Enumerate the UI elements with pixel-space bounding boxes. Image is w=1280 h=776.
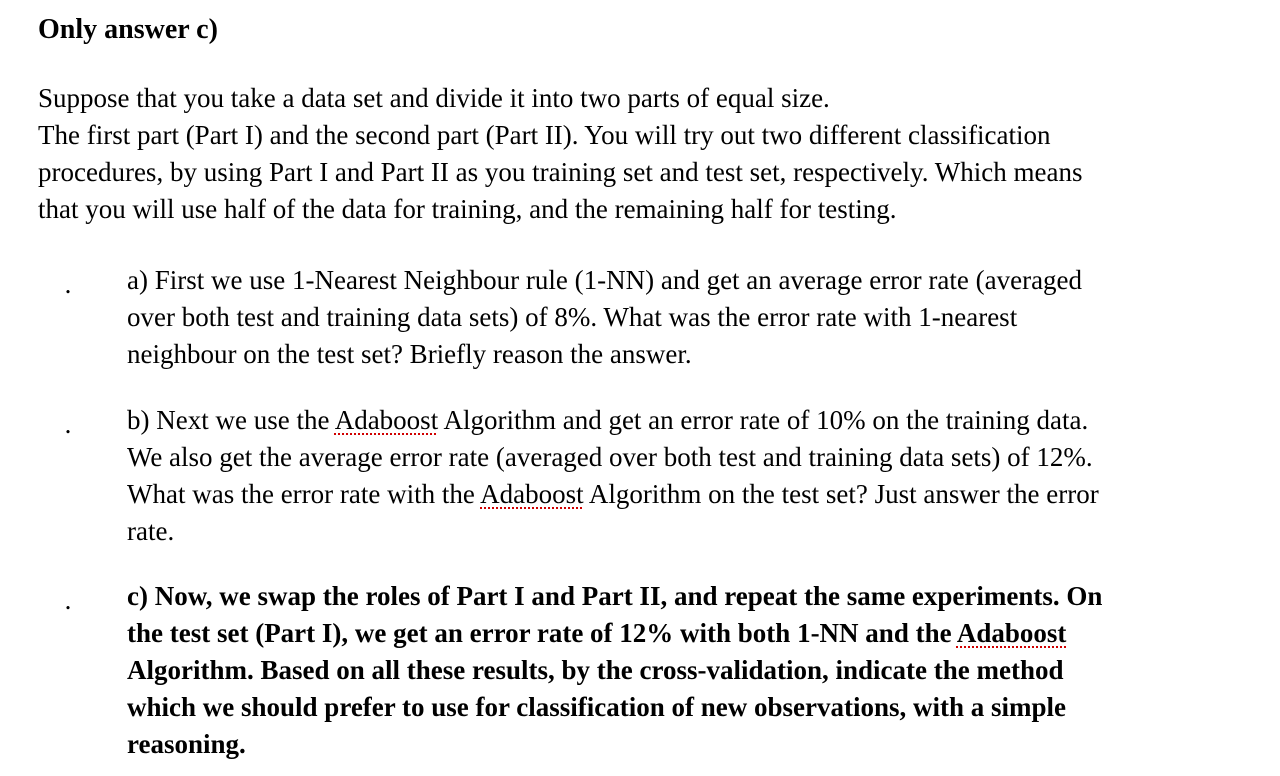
sub-question-b-text-segment: Algorithm and get an error rate of 10% on the training data. — [438, 405, 1089, 435]
intro-paragraph — [38, 80, 1248, 228]
intro-line: Suppose that you take a data set and divide it into two parts of equal size. — [38, 83, 830, 113]
sub-question-b-line: rate. — [127, 516, 175, 546]
spellcheck-word[interactable]: Adaboost — [334, 405, 439, 435]
bullet-marker: . — [64, 585, 72, 615]
question-heading: Only answer c) — [38, 14, 218, 45]
bullet-marker: . — [64, 409, 72, 439]
sub-question-a-line: over both test and training data sets) of 8%. What was the error rate with 1-nearest — [127, 302, 1018, 332]
sub-question-b-text-segment: Algorithm on the test set? Just answer the error — [583, 479, 1099, 509]
sub-question-b-line: We also get the average error rate (averaged over both test and training data sets) of 12%. — [127, 442, 1093, 472]
sub-question-c-text — [127, 578, 1227, 763]
intro-line: procedures, by using Part I and Part II as you training set and test set, respectively. Which means — [38, 157, 1083, 187]
sub-question-c-line: c) Now, we swap the roles of Part I and Part II, and repeat the same experiments. On — [127, 581, 1103, 611]
sub-question-b-text-segment: What was the error rate with the — [127, 479, 481, 509]
sub-question-c-text-segment: the test set (Part I), we get an error rate of 12% with both 1-NN and the — [127, 618, 957, 648]
sub-question-c-line: which we should prefer to use for classification of new observations, with a simple — [127, 692, 1067, 722]
sub-question-c-line — [127, 615, 1227, 652]
sub-question-c-line: reasoning. — [127, 729, 246, 759]
spellcheck-word[interactable]: Adaboost — [956, 618, 1067, 648]
sub-question-b-text — [127, 402, 1227, 550]
spellcheck-word[interactable]: Adaboost — [480, 479, 584, 509]
sub-question-b-line — [127, 476, 1227, 513]
sub-question-a-line: a) First we use 1-Nearest Neighbour rule (1-NN) and get an average error rate (averaged — [127, 265, 1083, 295]
sub-question-a-text — [127, 262, 1227, 373]
intro-line: that you will use half of the data for training, and the remaining half for testing. — [38, 194, 897, 224]
intro-line: The first part (Part I) and the second part (Part II). You will try out two different classification — [38, 120, 1051, 150]
sub-question-c-line: Algorithm. Based on all these results, by the cross-validation, indicate the method — [127, 655, 1064, 685]
bullet-marker: . — [64, 269, 72, 299]
sub-question-a-line: neighbour on the test set? Briefly reason the answer. — [127, 339, 692, 369]
sub-question-b-line — [127, 402, 1227, 439]
sub-question-b-text-segment: b) Next we use the — [127, 405, 335, 435]
